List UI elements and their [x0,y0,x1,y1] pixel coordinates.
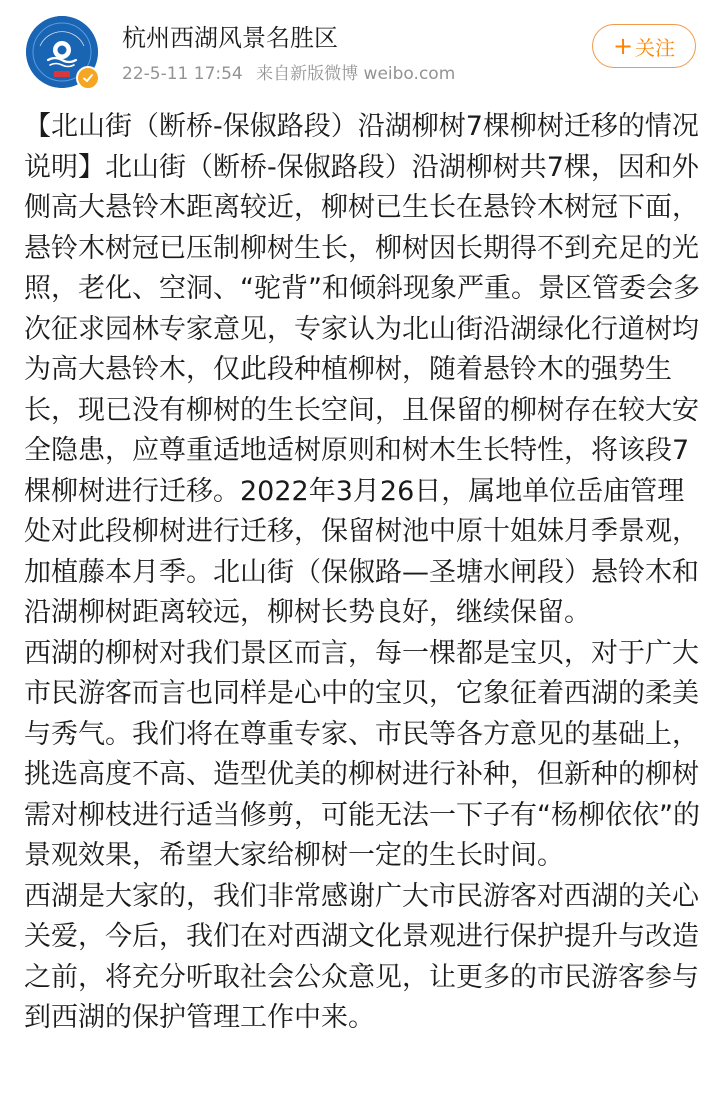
post-header [0,0,720,104]
verified-badge-icon [76,66,100,90]
post-paragraph: 西湖是大家的，我们非常感谢广大市民游客对西湖的关心关爱，今后，我们在对西湖文化景观进行保护提升与改造之前，将充分听取社会公众意见，让更多的市民游客参与到西湖的保护管理工作中来。 [24,880,699,1033]
post-paragraph: 西湖的柳树对我们景区而言，每一棵都是宝贝，对于广大市民游客而言也同样是心中的宝贝，它象征着西湖的柔美与秀气。我们将在尊重专家、市民等各方意见的基础上，挑选高度不高、造型优美的柳树进行补种，但新种的柳树需对柳枝进行适当修剪，可能无法一下子有“杨柳依依”的景观效果，希望大家给柳树一定的生长时间。 [24,637,700,871]
post-time: 22-5-11 17:54 [122,64,243,84]
account-name[interactable]: 杭州西湖风景名胜区 [122,24,338,52]
post-content [24,107,700,1039]
follow-label: 关注 [635,35,676,60]
post-meta [122,62,463,86]
avatar[interactable] [26,16,98,88]
post-paragraph: 【北山街（断桥-保俶路段）沿湖柳树7棵柳树迁移的情况说明】北山街（断桥-保俶路段）沿湖柳树共7棵，因和外侧高大悬铃木距离较近，柳树已生长在悬铃木树冠下面，悬铃木树冠已压制柳树生长，柳树因长期得不到充足的光照，老化、空洞、“驼背”和倾斜现象严重。景区管委会多次征求园林专家意见，专家认为北山街沿湖绿化行道树均为高大悬铃木，仅此段种植柳树，随着悬铃木的强势生长，现已没有柳树的生长空间，且保留的柳树存在较大安全隐患，应尊重适地适树原则和树木生长特性，将该段7棵柳树进行迁移。2022年3月26日，属地单位岳庙管理处对此段柳树进行迁移，保留树池中原十姐妹月季景观，加植藤本月季。北山街（保俶路—圣塘水闸段）悬铃木和沿湖柳树距离较远，柳树长势良好，继续保留。 [24,111,700,628]
follow-button[interactable] [592,24,696,68]
post-source: 来自新版微博 weibo.com [256,64,456,84]
plus-icon: + [612,32,634,60]
